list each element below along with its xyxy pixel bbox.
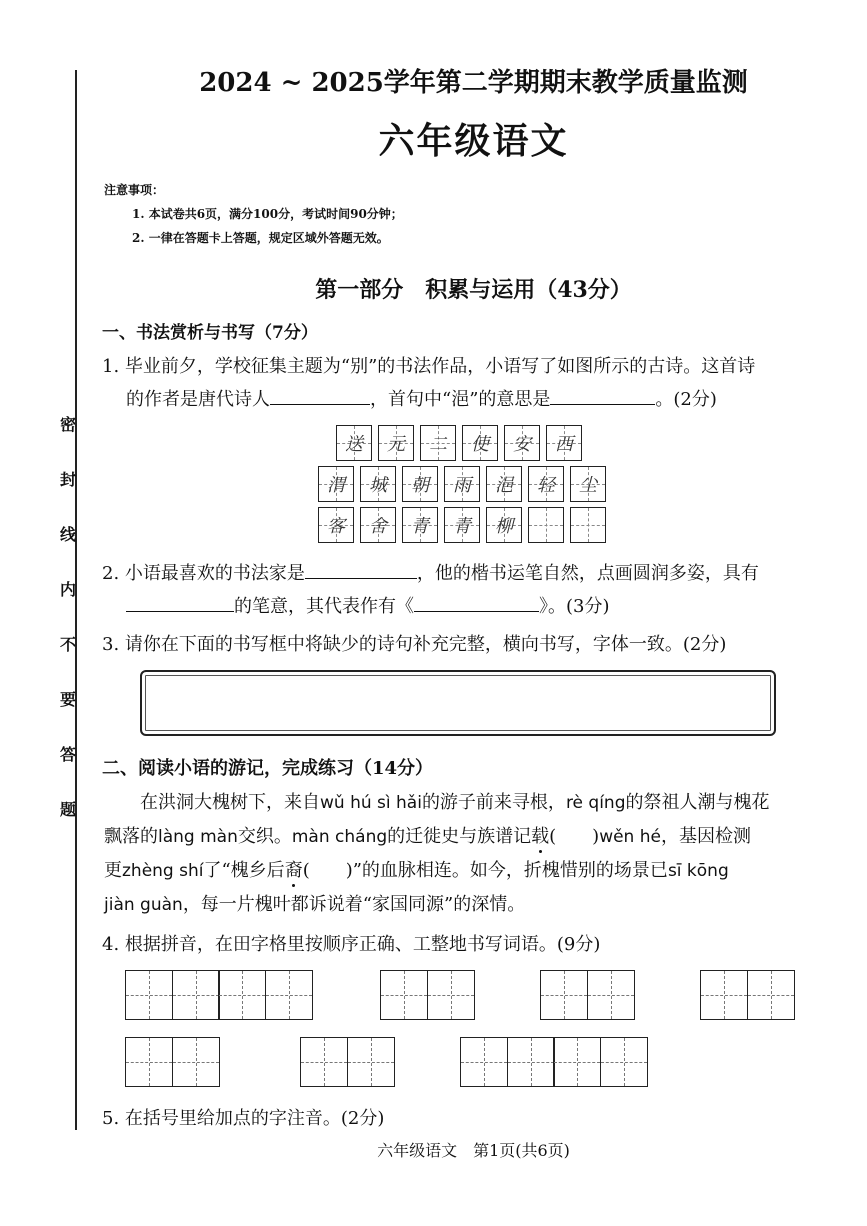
calligraphy-cell-empty [570, 507, 606, 543]
passage-text: 在洪洞大槐树下，来自 [140, 792, 320, 813]
calligraphy-cell: 青 [444, 507, 480, 543]
binding-char: 题 [59, 800, 76, 819]
question-3: 3. 请你在下面的书写框中将缺少的诗句补充完整，横向书写，字体一致。(2分) [102, 634, 727, 655]
tianzige-word-1[interactable] [125, 970, 313, 1020]
calligraphy-cell: 朝 [402, 466, 438, 502]
pinyin: wěn hé [599, 827, 661, 847]
section2-title: 二、阅读小语的游记，完成练习（14分） [102, 758, 434, 779]
tianzige-word-2[interactable] [380, 970, 475, 1020]
tianzige-cell[interactable] [700, 970, 748, 1020]
pinyin: jiàn guàn [104, 895, 183, 915]
calligraphy-cell: 使 [462, 425, 498, 461]
passage-line-1 [104, 786, 824, 820]
q2-text: 》。(3分) [539, 596, 610, 617]
tianzige-cell[interactable] [172, 970, 220, 1020]
answer-blank-work[interactable] [414, 591, 539, 612]
calligraphy-cell: 渭 [318, 466, 354, 502]
q2-text: ，他的楷书运笔自然，点画圆润多姿，具有 [416, 563, 759, 584]
binding-char: 不 [59, 635, 76, 654]
tianzige-word-3[interactable] [540, 970, 635, 1020]
tianzige-cell[interactable] [553, 1037, 601, 1087]
calligraphy-cell: 元 [378, 425, 414, 461]
tianzige-cell[interactable] [507, 1037, 555, 1087]
tianzige-cell[interactable] [540, 970, 588, 1020]
answer-blank-style[interactable] [126, 591, 234, 612]
calligraphy-cell: 客 [318, 507, 354, 543]
pinyin: màn cháng [291, 827, 388, 847]
passage-text: 的游子前来寻根， [421, 792, 566, 813]
calligraphy-cell: 西 [546, 425, 582, 461]
tianzige-cell[interactable] [460, 1037, 508, 1087]
dotted-char: 载 [531, 826, 550, 847]
answer-blank-calligrapher[interactable] [305, 558, 417, 579]
calligraphy-cell: 舍 [360, 507, 396, 543]
question-1 [102, 350, 822, 416]
part1-title: 第一部分 积累与运用（43分） [315, 277, 632, 303]
q1-line2 [102, 383, 822, 416]
tianzige-word-4[interactable] [700, 970, 795, 1020]
calligraphy-cell: 安 [504, 425, 540, 461]
q2-line1 [102, 557, 822, 590]
section1-title: 一、书法赏析与书写（7分） [102, 323, 318, 343]
question-4: 4. 根据拼音，在田字格里按顺序正确、工整地书写词语。(9分) [102, 934, 601, 955]
tianzige-cell[interactable] [218, 970, 266, 1020]
passage [104, 786, 824, 922]
tianzige-cell[interactable] [265, 970, 313, 1020]
pinyin: zhèng shí [122, 861, 204, 881]
calligraphy-cell: 尘 [570, 466, 606, 502]
dotted-char: 裔 [284, 860, 303, 881]
notes-heading: 注意事项： [104, 183, 165, 197]
q1-text: ，首句中“浥”的意思是 [370, 389, 551, 410]
page-footer: 六年级语文 第1页(共6页) [377, 1141, 570, 1160]
calligraphy-cell: 柳 [486, 507, 522, 543]
calligraphy-cell: 城 [360, 466, 396, 502]
passage-line-4 [104, 888, 824, 922]
calligraphy-cell: 轻 [528, 466, 564, 502]
passage-text: 了“槐乡后 [203, 860, 285, 881]
binding-char: 密 [59, 415, 76, 434]
calligraphy-cell-empty [528, 507, 564, 543]
calligraphy-row-1 [336, 425, 588, 461]
binding-char: 要 [59, 690, 76, 709]
binding-char: 封 [59, 470, 76, 489]
calligraphy-cell: 浥 [486, 466, 522, 502]
answer-blank-poet[interactable] [270, 384, 370, 405]
pinyin: sī kōng [667, 861, 729, 881]
calligraphy-cell: 青 [402, 507, 438, 543]
note-item: 1. 本试卷共6页，满分100分，考试时间90分钟； [132, 207, 403, 221]
q1-line1: 1. 毕业前夕，学校征集主题为“别”的书法作品，小语写了如图所示的古诗。这首诗 [102, 356, 756, 377]
pinyin: wǔ hú sì hǎi [320, 793, 422, 813]
q2-text: 2. 小语最喜欢的书法家是 [102, 563, 305, 584]
passage-text: 飘落的 [104, 826, 158, 847]
binding-char: 内 [59, 580, 76, 599]
answer-blank-meaning[interactable] [550, 384, 655, 405]
calligraphy-row-3 [318, 507, 612, 543]
calligraphy-row-2 [318, 466, 612, 502]
tianzige-cell[interactable] [172, 1037, 220, 1087]
passage-line-2 [104, 820, 824, 854]
passage-text: 更 [104, 860, 122, 881]
notes [104, 178, 403, 250]
tianzige-word-7[interactable] [460, 1037, 648, 1087]
q2-text: 的笔意，其代表作有《 [234, 596, 414, 617]
q1-text: 的作者是唐代诗人 [126, 389, 270, 410]
passage-text: ，每一片槐叶都诉说着“家国同源”的深情。 [182, 894, 526, 915]
tianzige-word-5[interactable] [125, 1037, 220, 1087]
pinyin: làng màn [158, 827, 238, 847]
question-2 [102, 557, 822, 623]
tianzige-cell[interactable] [125, 970, 173, 1020]
note-item: 2. 一律在答题卡上答题，规定区域外答题无效。 [132, 231, 389, 245]
binding-warning [58, 415, 78, 855]
tianzige-cell[interactable] [300, 1037, 348, 1087]
tianzige-cell[interactable] [747, 970, 795, 1020]
calligraphy-cell: 二 [420, 425, 456, 461]
calligraphy-cell: 送 [336, 425, 372, 461]
writing-box[interactable] [140, 670, 776, 736]
tianzige-cell[interactable] [125, 1037, 173, 1087]
tianzige-cell[interactable] [380, 970, 428, 1020]
tianzige-cell[interactable] [427, 970, 475, 1020]
tianzige-cell[interactable] [347, 1037, 395, 1087]
passage-text: 的祭祖人潮与槐花 [625, 792, 770, 813]
q2-line2 [102, 590, 822, 623]
passage-text: ( )”的血脉相连。如今，折槐惜别的场景已 [302, 860, 668, 881]
subject-title: 六年级语文 [378, 120, 569, 162]
passage-text: 的迁徙史与族谱记 [387, 826, 532, 847]
calligraphy-cell: 雨 [444, 466, 480, 502]
question-5: 5. 在括号里给加点的字注音。(2分) [102, 1108, 385, 1129]
binding-char: 答 [59, 745, 76, 764]
passage-line-3 [104, 854, 824, 888]
tianzige-word-6[interactable] [300, 1037, 395, 1087]
tianzige-cell[interactable] [600, 1037, 648, 1087]
answer-paren[interactable]: ( ) [549, 826, 600, 847]
tianzige-cell[interactable] [587, 970, 635, 1020]
pinyin: rè qíng [565, 793, 626, 813]
exam-title: 2024 ~ 2025学年第二学期期末教学质量监测 [199, 68, 748, 98]
passage-text: 交织。 [237, 826, 292, 847]
passage-text: ，基因检测 [660, 826, 751, 847]
q1-text: 。(2分) [655, 389, 717, 410]
binding-char: 线 [59, 525, 76, 544]
